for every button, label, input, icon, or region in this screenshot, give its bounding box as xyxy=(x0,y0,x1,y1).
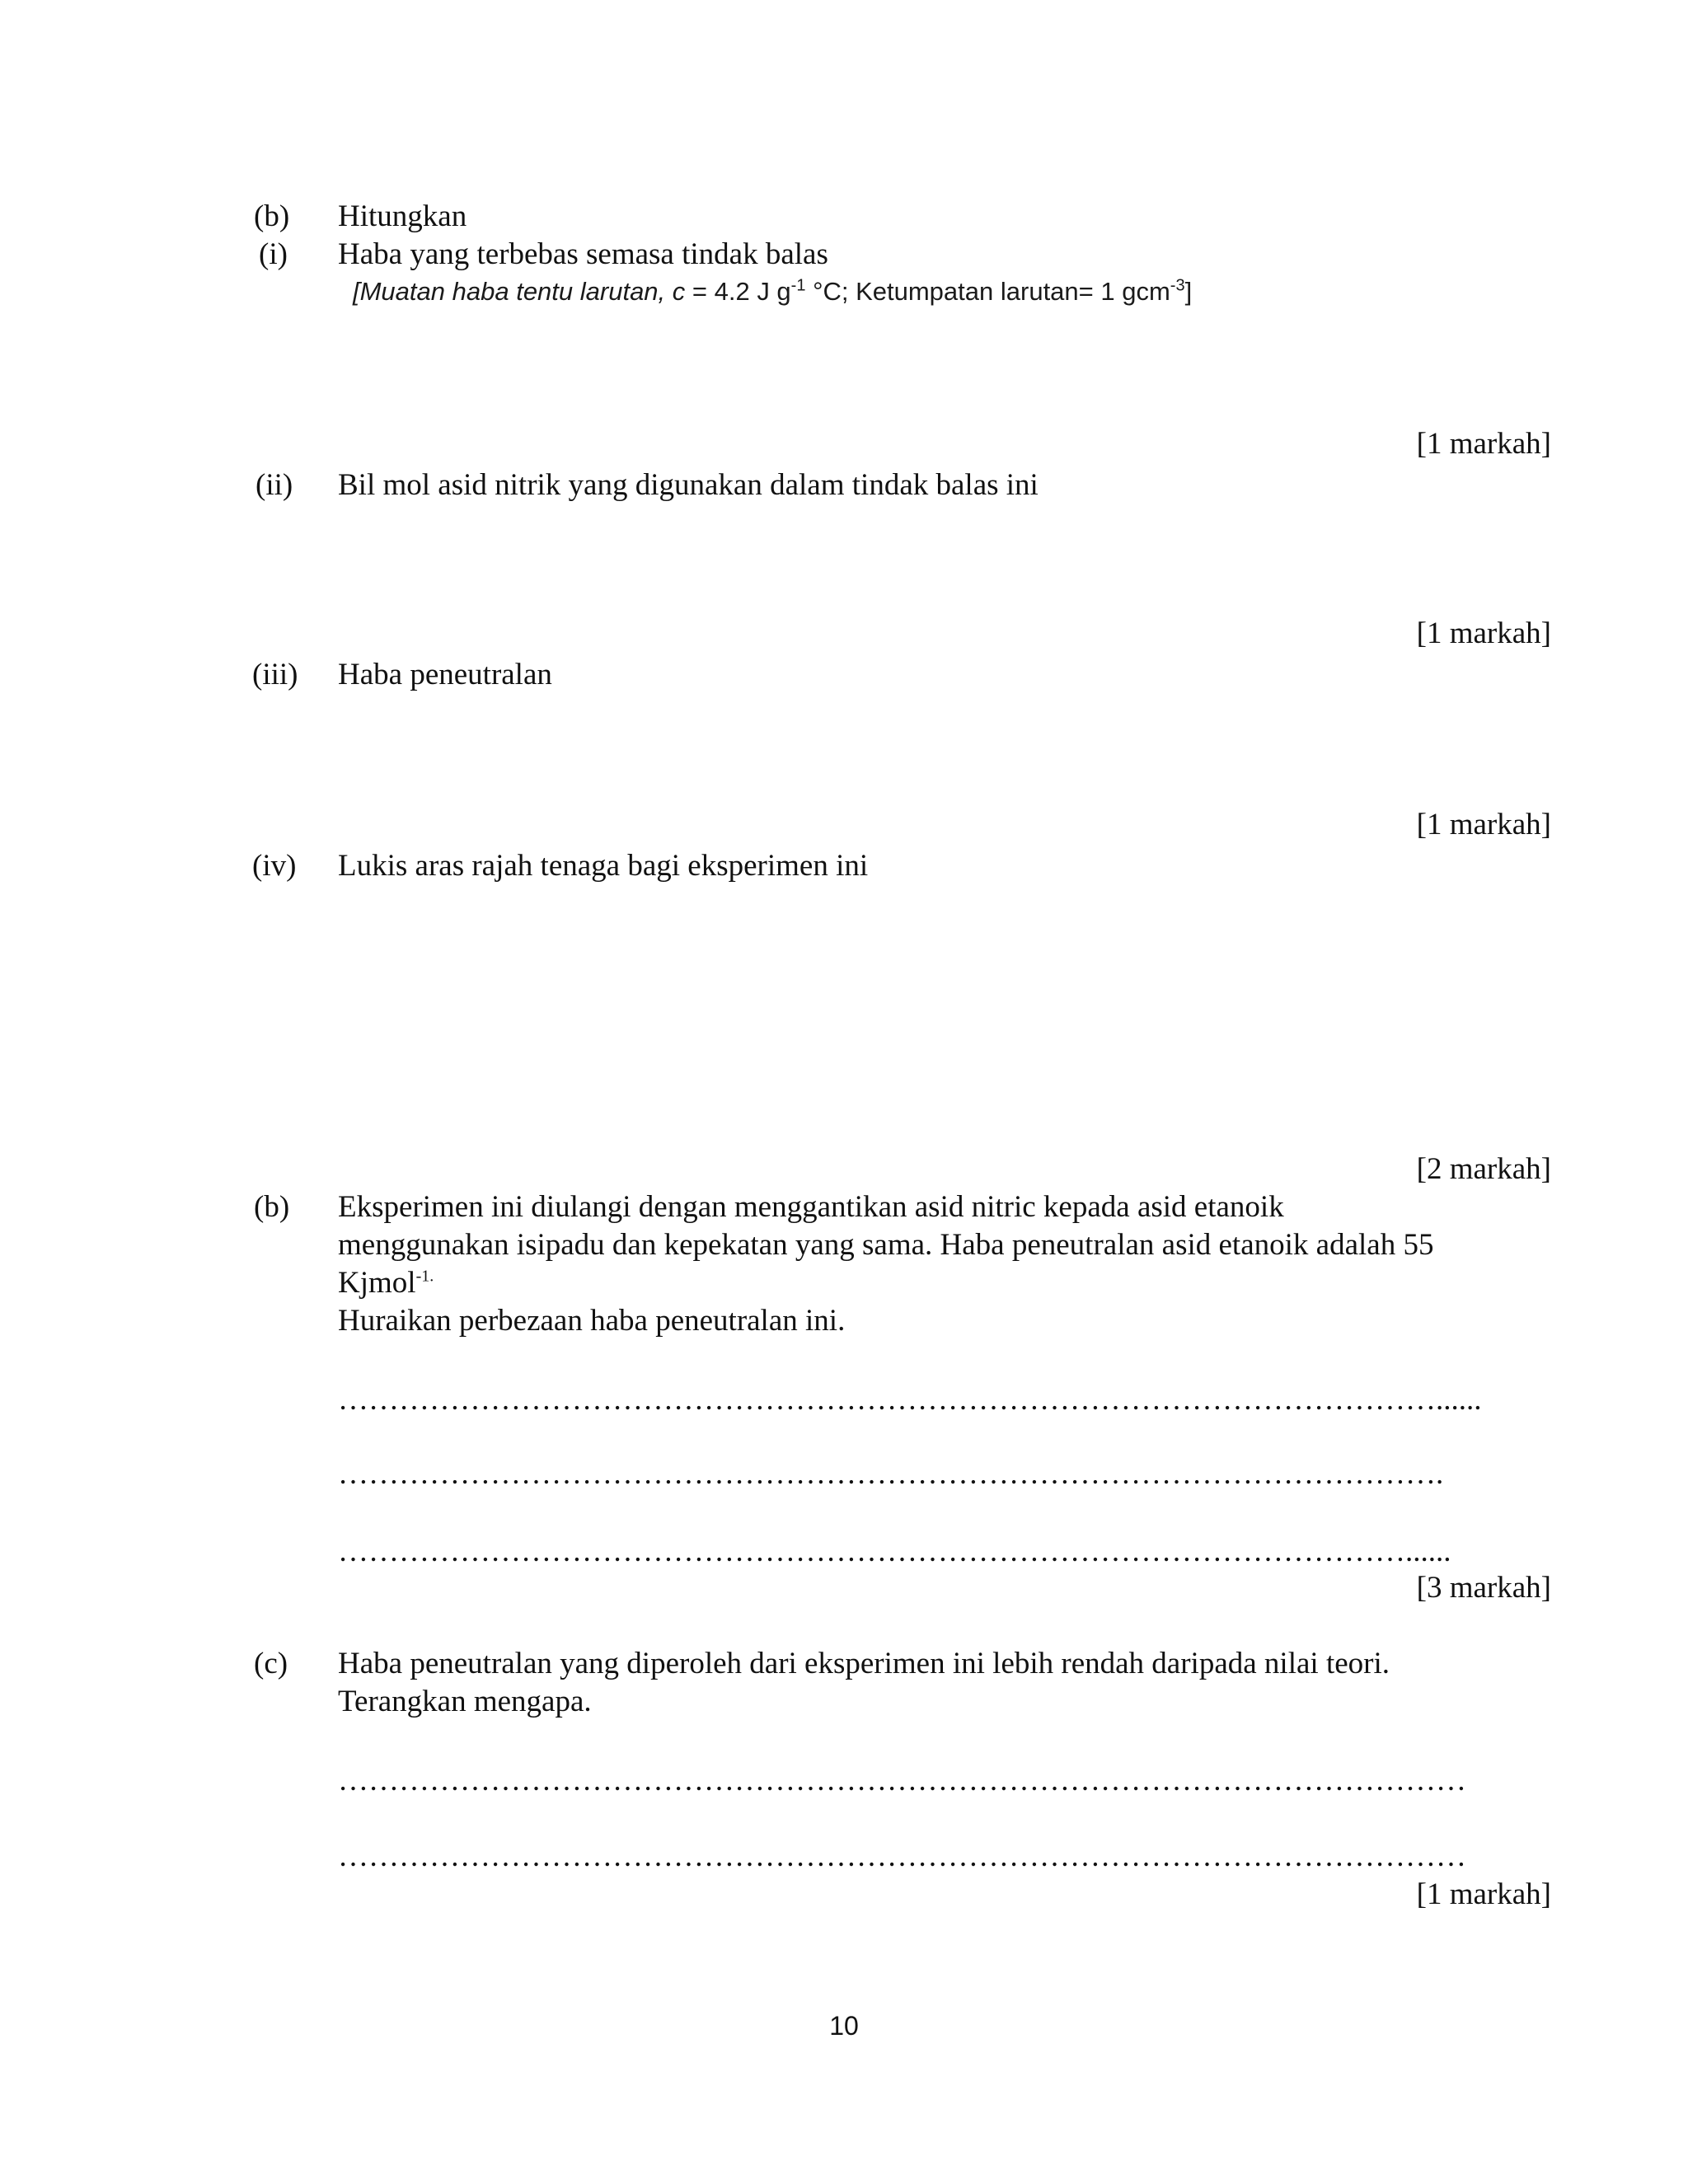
part-b2-line-2: menggunakan isipadu dan kepekatan yang sama. Haba peneutralan asid etanoik adalah 55 xyxy=(338,1228,1434,1262)
note-sup-2: -3 xyxy=(1170,276,1185,295)
part-b2-line-3 xyxy=(338,1264,434,1302)
part-b2-marks: [3 markah] xyxy=(1416,1571,1551,1605)
part-c-line-2: Terangkan mengapa. xyxy=(338,1685,592,1718)
note-value-2: °C; Ketumpatan larutan= 1 gcm xyxy=(805,277,1170,306)
note-italic-part: [Muatan haba tentu larutan, c xyxy=(353,277,686,306)
part-b2-line-4: Huraikan perbezaan haba peneutralan ini. xyxy=(338,1304,846,1338)
part-b2-line-1: Eksperimen ini diulangi dengan menggantikan asid nitric kepada asid etanoik xyxy=(338,1190,1284,1224)
question-ii-marks: [1 markah] xyxy=(1416,616,1551,650)
note-sup-1: -1 xyxy=(790,276,806,295)
note-end: ] xyxy=(1184,277,1193,306)
part-c-marks: [1 markah] xyxy=(1416,1877,1551,1911)
question-iv-marks: [2 markah] xyxy=(1416,1152,1551,1186)
part-b2-label: (b) xyxy=(254,1190,290,1224)
page-number: 10 xyxy=(829,2011,859,2041)
question-iii-text: Haba peneutralan xyxy=(338,658,552,691)
part-b-label: (b) xyxy=(254,199,290,233)
part-c-line-1: Haba peneutralan yang diperoleh dari eksperimen ini lebih rendah daripada nilai teori. xyxy=(338,1647,1390,1680)
question-ii-text: Bil mol asid nitrik yang digunakan dalam tindak balas ini xyxy=(338,468,1039,502)
question-i-marks: [1 markah] xyxy=(1416,427,1551,461)
unit-base: Kjmol xyxy=(338,1266,416,1300)
answer-line-c-2: ………………………………………………………………………………………………… xyxy=(338,1840,1466,1873)
question-iii-marks: [1 markah] xyxy=(1416,808,1551,841)
question-iii-label: (iii) xyxy=(252,658,298,691)
part-b-heading: Hitungkan xyxy=(338,199,467,233)
question-i-text: Haba yang terbebas semasa tindak balas xyxy=(338,237,828,271)
note-value-1: = 4.2 J g xyxy=(685,277,791,306)
answer-line-b2-3: ……………………………………………………………………………………………...... xyxy=(338,1535,1451,1568)
part-c-label: (c) xyxy=(254,1647,288,1680)
given-data-note xyxy=(353,275,1192,308)
answer-line-b2-2: ………………………………………………………………………………………………. xyxy=(338,1457,1444,1491)
answer-line-c-1: ………………………………………………………………………………………………… xyxy=(338,1764,1466,1797)
question-i-label: (i) xyxy=(259,237,288,271)
question-ii-label: (ii) xyxy=(256,468,293,502)
answer-line-b2-1: ………………………………………………………………………………………………...... xyxy=(338,1383,1482,1417)
question-iv-label: (iv) xyxy=(252,849,297,883)
question-iv-text: Lukis aras rajah tenaga bagi eksperimen ini xyxy=(338,849,869,883)
unit-sup: -1. xyxy=(415,1267,434,1286)
